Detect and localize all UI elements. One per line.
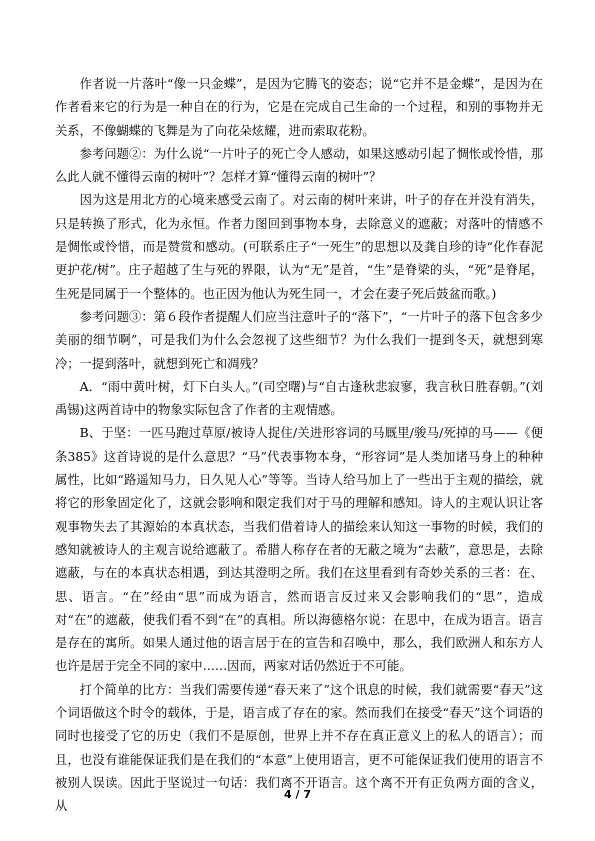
paragraph-option-a: A．“雨中黄叶树，灯下白头人。”(司空曙)与“自古逢秋悲寂寥，我言秋日胜春朝。”(刘禹锡)这两首诗中的物象实际包含了作者的主观情感。 xyxy=(55,379,543,418)
paragraph-spring-analogy: 打个简单的比方：当我们需要传递“春天来了”这个讯息的时候，我们就需要“春天”这个词语做这个时令的载体，于是，语言成了存在的家。然而我们在接受“春天”这个词语的同时也接受了它的历史（我们不是原创，世界上并不存在真正意义上的私人的语言）；而且，也没有谁能保证我们是在我们的“本意”上使用语言，更不可能保证我们使用的语言不被别人误读。因此于坚说过一句话：我们离不开语言。这个离不开有正负两方面的含义，从 xyxy=(55,682,543,814)
document-body xyxy=(55,73,543,819)
paragraph-question-3: 参考问题③：第６段作者提醒人们应当注意叶子的“落下”，“一片叶子的落下包含多少美丽的细节啊”，可是我们为什么会忽视了这些细节？为什么我们一提到冬天，就想到寒冷；一提到落叶，就想到死亡和凋残？ xyxy=(55,309,543,371)
page-number: 4 / 7 xyxy=(284,788,311,801)
paragraph-question-2: 参考问题②：为什么说“一片叶子的死亡令人感动，如果这感动引起了惆怅或怜惜，那么此人就不懂得云南的树叶”？怎样才算“懂得云南的树叶”？ xyxy=(55,146,543,185)
paragraph-golden-butterfly: 作者说一片落叶“像一只金蝶”，是因为它腾飞的姿态；说“它并不是金蝶”，是因为在作者看来它的行为是一种自在的行为，它是在完成自己生命的一个过程，和别的事物并无关系，不像蝴蝶的飞舞是为了向花朵炫耀，进而索取花粉。 xyxy=(55,77,543,138)
paragraph-option-b: B、于坚：一匹马跑过草原/被诗人捉住/关进形容词的马厩里/骏马/死掉的马——《便条385》这首诗说的是什么意思？“马”代表事物本身，“形容词”是人类加诸马身上的种种属性，比如“路遥知马力，日久见人心”等等。当诗人给马加上了一些出于主观的描绘，就将它的形象固定化了，这就会影响和限定我们对于马的理解和感知。诗人的主观认识让客观事物失去了其源始的本真状态，当我们借着诗人的描绘来认知这一事物的时候，我们的感知就被诗人的主观言说给遮蔽了。希腊人称存在者的无蔽之境为“去蔽”，意思是，去除遮蔽，与在的本真状态相遇，到达其澄明之所。我们在这里看到有奇妙关系的三者：在、思、语言。“在”经由“思”而成为语言，然而语言反过来又会影响我们的“思”，造成对“在”的遮蔽，使我们看不到“在”的真相。所以海德格尔说：在思中，在成为语言。语言是存在的寓所。如果人通过他的语言居于在的宣告和召唤中，那么，我们欧洲人和东方人也许是居于完全不同的家中……因而，两家对话仍然近于不可能。 xyxy=(55,426,543,674)
paragraph-answer-2: 因为这是用北方的心境来感受云南了。对云南的树叶来讲，叶子的存在并没有消失，只是转换了形式，化为永恒。作者力图回到事物本身，去除意义的遮蔽；对落叶的情感不是惆怅或怜惜，而是赞赏和感动。(可联系庄子“一死生”的思想以及龚自珍的诗“化作春泥更护花/树”。庄子超越了生与死的界限，认为“无”是首，“生”是脊梁的头，“死”是脊尾，生死是同属于一个整体的。也正因为他认为死生同一，才会在妻子死后鼓盆而歌。) xyxy=(55,193,543,301)
